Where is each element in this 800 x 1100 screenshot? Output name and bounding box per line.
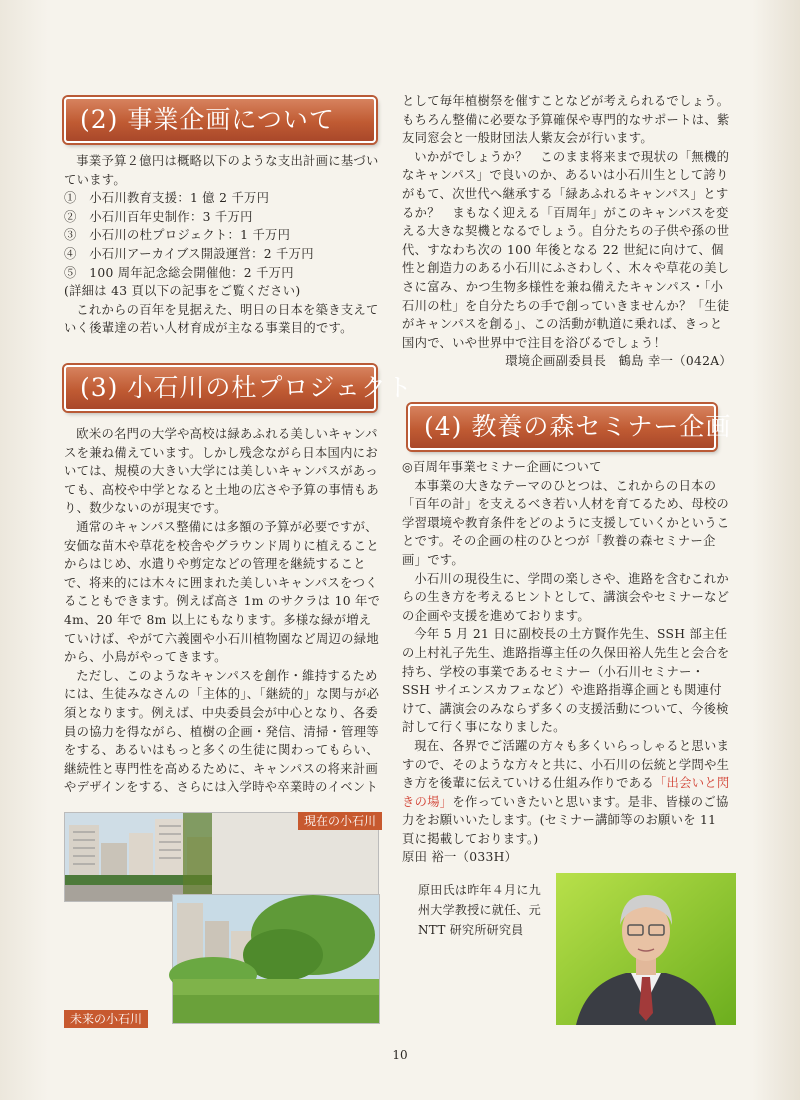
section3-continued — [402, 92, 732, 371]
section4-paragraph-3: 今年 5 月 21 日に副校長の土方賢作先生、SSH 部主任の上村礼子先生、進路指導主任の久保田裕人先生と会合を持ち、学校の事業であるセミナー（小石川セミナー・SSH サイエンスカフェなど）や進路指導企画とも関連付けて、講演会のみならず多くの支援活動について、今後検討して行く事になりました。 — [402, 627, 730, 735]
section2-closing: これからの百年を見据えた、明日の日本を築き支えていく後輩達の若い人材育成が主なる事業目的です。 — [64, 302, 379, 336]
current-campus-illustration — [65, 813, 213, 901]
section3-continued-text: として毎年植樹祭を催すことなどが考えられるでしょう。もちろん整備に必要な予算確保や専門的なサポートは、紫友同窓会と一般財団法人紫友会が行います。 — [402, 94, 730, 146]
section4-body — [402, 458, 732, 867]
section3-heading — [64, 365, 413, 411]
budget-item-5: ⑤ 100 周年記念総会開催他：2 千万円 — [64, 265, 294, 280]
future-campus-caption: 未来の小石川 — [64, 1010, 148, 1028]
section4-p4-before: 現在、各界でご活躍の方々も多くいらっしゃると思いますので、そのような方々と共に、小石川の伝統と学問や生き方を後輩に伝えていける仕組み作りである — [402, 738, 730, 791]
page-number: 10 — [392, 1048, 408, 1062]
section3-title: (3) 小石川の杜プロジェクト — [80, 373, 413, 402]
budget-item-4: ④ 小石川アーカイブス開設運営：2 千万円 — [64, 246, 314, 261]
section4-p4-highlight: 「出会いと閃きの場」 — [402, 776, 730, 809]
section4-paragraph-1: 本事業の大きなテーマのひとつは、これからの日本の「百年の計」を支えるべき若い人材を育てるため、母校の学習環境や教育条件をどのように支援していくかということです。その企画の柱のひとつが「教養の森セミナー企画」です。 — [402, 478, 730, 567]
section4-p4-after: を作っていきたいと思います。是非、皆様のご協力をお願いいたします。(セミナー講師等のお願いを 11 頁に掲載しております。) — [402, 794, 729, 846]
section3-paragraph-2: 通常のキャンパス整備には多額の予算が必要ですが、安価な苗木や草花を校舎やグラウンド周りに植えることからはじめ、水遣りや剪定などの管理を継続することで、将来的には木々に囲まれた美しいキャンパスをつくることもできます。例えば高さ 1m のサクラは 10 年で 4m、20 年で 8m 以上にもなります。多様な緑が増えていけば、やがて六義園や小石川植物園など周辺の緑地から、小鳥がやってきます。 — [64, 519, 381, 665]
section2-heading — [64, 97, 376, 143]
future-campus-illustration — [173, 895, 379, 1023]
future-campus-photo — [172, 894, 380, 1024]
budget-item-3: ③ 小石川の杜プロジェクト：1 千万円 — [64, 228, 291, 243]
portrait-illustration — [556, 873, 736, 1025]
section3-signature: 環境企画副委員長 鶴島 幸一（042A） — [505, 354, 732, 369]
budget-item-1: ① 小石川教育支援：1 億 2 千万円 — [64, 191, 270, 206]
section2-title: (2) 事業企画について — [80, 105, 335, 134]
section3-body — [64, 425, 382, 797]
current-campus-caption: 現在の小石川 — [298, 812, 382, 830]
section2-note: (詳細は 43 頁以下の記事をご覧ください) — [64, 284, 301, 299]
section3-paragraph-last: いかがでしょうか？ このまま将来まで現状の「無機的なキャンパス」で良いのか、あるいは小石川生として誇りがもて、次世代へ継承する「緑あふれるキャンパス」とするか？ まもなく迎える「百周年」がこのキャンパスを変える大きな契機となるでしょう。自分たちの子供や孫の世代、すなわち次の 100 年後となる 22 世紀に向けて、個性と創造力のある小石川にふさわしく、木々や草花の美しさに富み、かつ生物多様性を兼ね備えたキャンパス・「小石川の杜」を自分たちの手で創っていきませんか？「生徒がキャンパスを創る」、この活動が軌道に乗れば、きっと国内で、いや世界中で注目を浴びるでしょう！ — [402, 149, 730, 350]
section4-signature: 原田 裕一（033H） — [402, 850, 518, 865]
portrait-photo — [556, 873, 736, 1025]
bio-text: 原田氏は昨年４月に九州大学教授に就任、元 NTT 研究所研究員 — [418, 883, 542, 937]
current-campus-photo — [64, 812, 214, 902]
section4-subtitle: ◎百周年事業セミナー企画について — [402, 460, 602, 474]
bio-block — [418, 880, 550, 940]
section3-paragraph-1: 欧米の名門の大学や高校は緑あふれる美しいキャンパスを兼ね備えています。しかし残念ながら日本国内においては、規模の大きい大学には美しいキャンパスがあっても、高校や中学となると土地の広さや予算の事情もあり、数少ないのが現実です。 — [64, 427, 379, 516]
section2-intro: 事業予算２億円は概略以下のような支出計画に基づいています。 — [64, 154, 379, 187]
section4-title: (4) 教養の森セミナー企画 — [424, 412, 732, 441]
section4-paragraph-2: 小石川の現役生に、学問の楽しさや、進路を含むこれからの生き方を考えるヒントとして、講演会やセミナーなどの企画や支援を進めております。 — [402, 571, 730, 623]
budget-item-2: ② 小石川百年史制作：3 千万円 — [64, 209, 253, 224]
section4-paragraph-4 — [402, 737, 732, 849]
section3-paragraph-3: ただし、このようなキャンパスを創作・維持するためには、生徒みなさんの「主体的」、「継続的」な関与が必須となります。例えば、中央委員会が中心となり、各委員の協力を得ながら、植樹の企画・発信、清掃・管理等をする、あるいはもっと多くの生徒に関わってもらい、継続性と専門性を高めるために、キャンパスの将来計画やデザインをする、さらには入学時や卒業時のイベント — [64, 668, 380, 795]
section2-body — [64, 152, 382, 338]
section4-heading — [408, 404, 732, 450]
